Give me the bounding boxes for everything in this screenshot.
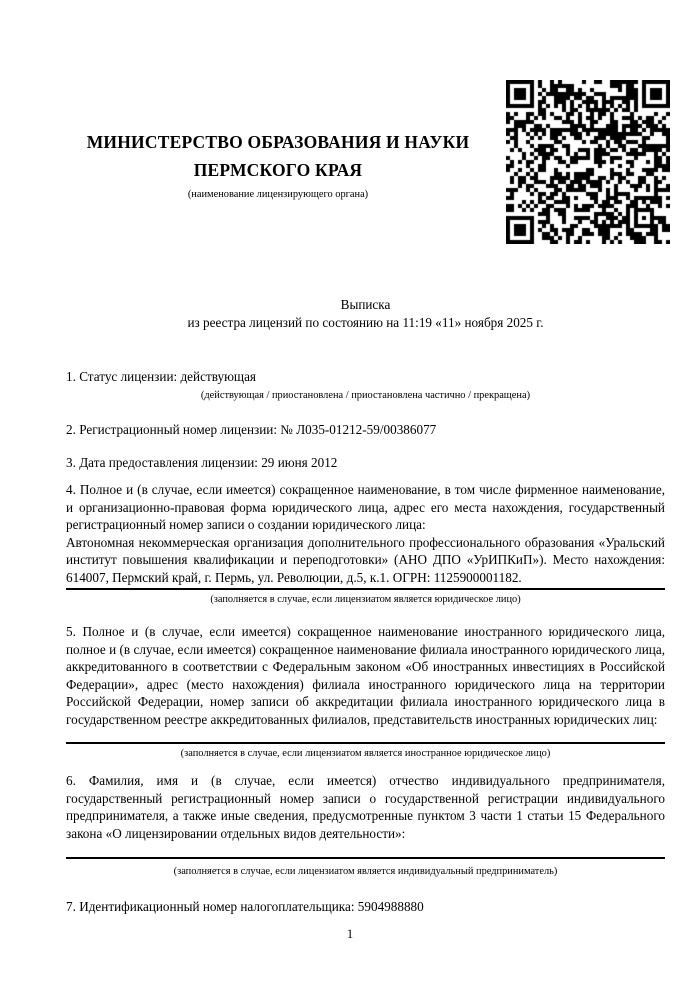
section-legal-entity	[66, 481, 665, 606]
qr-code-image	[506, 80, 670, 244]
licensing-authority-header	[66, 128, 490, 201]
section-individual-entrepreneur	[66, 772, 665, 878]
registration-number-text: 2. Регистрационный номер лицензии: № Л035-01212-59/00386077	[66, 422, 437, 437]
legal-entity-value: Автономная некоммерческая организация дополнительного профессионального образования «Уральский институт повышения квалификации и переподготовки» (АНО ДПО «УрИПКиП»). Место нахождения: 614007, Пермский край, г. Пермь, ул. Революции, д.5, к.1. ОГРН: 1125900001182.	[66, 534, 665, 585]
page-number: 1	[346, 927, 354, 941]
section-license-status	[66, 368, 665, 402]
legal-entity-caption: (заполняется в случае, если лицензиатом является юридическое лицо)	[210, 594, 521, 605]
fill-in-line	[66, 588, 665, 590]
document-title-line1: Выписка	[340, 297, 391, 312]
entrepreneur-intro: 6. Фамилия, имя и (в случае, если имеется) отчество индивидуального предпринимателя, государственный регистрационный номер записи о государственной регистрации индивидуального предпринимателя, а также иные сведения, предусмотренные пунктом 3 части 1 статьи 15 Федерального закона «О лицензировании отдельных видов деятельности»:	[66, 773, 665, 841]
entrepreneur-caption: (заполняется в случае, если лицензиатом является индивидуальный предприниматель)	[173, 866, 558, 877]
license-date-text: 3. Дата предоставления лицензии: 29 июня 2012	[66, 455, 338, 470]
fill-in-line	[66, 857, 665, 859]
fill-in-line	[66, 742, 665, 744]
ministry-name-line1: МИНИСТЕРСТВО ОБРАЗОВАНИЯ И НАУКИ	[86, 132, 470, 152]
section-license-date	[66, 454, 665, 472]
qr-code	[506, 80, 670, 244]
license-status-text: 1. Статус лицензии: действующая	[66, 369, 257, 384]
taxpayer-number-text: 7. Идентификационный номер налогоплательщика: 5904988880	[66, 899, 424, 914]
section-taxpayer-number	[66, 898, 665, 916]
ministry-name-line2: ПЕРМСКОГО КРАЯ	[193, 160, 363, 180]
foreign-entity-intro: 5. Полное и (в случае, если имеется) сокращенное наименование иностранного юридического лица, полное и (в случае, если имеется) сокращенное наименование филиала иностранного юридического лица, аккредитованного в соответствии с Федеральным законом «Об иностранных инвестициях в Российской Федерации», адрес (место нахождения) филиала иностранного юридического лица на территории Российской Федерации, номер записи об аккредитации филиала иностранного юридического лица в государственном реестре аккредитованных филиалов, представительств иностранных юридических лиц:	[66, 624, 665, 727]
document-title-line2: из реестра лицензий по состоянию на 11:19 «11» ноября 2025 г.	[187, 315, 544, 330]
foreign-entity-caption: (заполняется в случае, если лицензиатом является иностранное юридическое лицо)	[180, 748, 551, 759]
document-title	[66, 296, 665, 332]
license-status-caption: (действующая / приостановлена / приостановлена частично / прекращена)	[200, 389, 531, 401]
section-foreign-entity	[66, 623, 665, 760]
legal-entity-intro: 4. Полное и (в случае, если имеется) сокращенное наименование, в том числе фирменное наименование, и организационно-правовая форма юридического лица, адрес его места нахождения, государственный регистрационный номер записи о создании юридического лица:	[66, 482, 665, 532]
section-registration-number	[66, 421, 665, 439]
ministry-caption: (наименование лицензирующего органа)	[187, 189, 369, 200]
